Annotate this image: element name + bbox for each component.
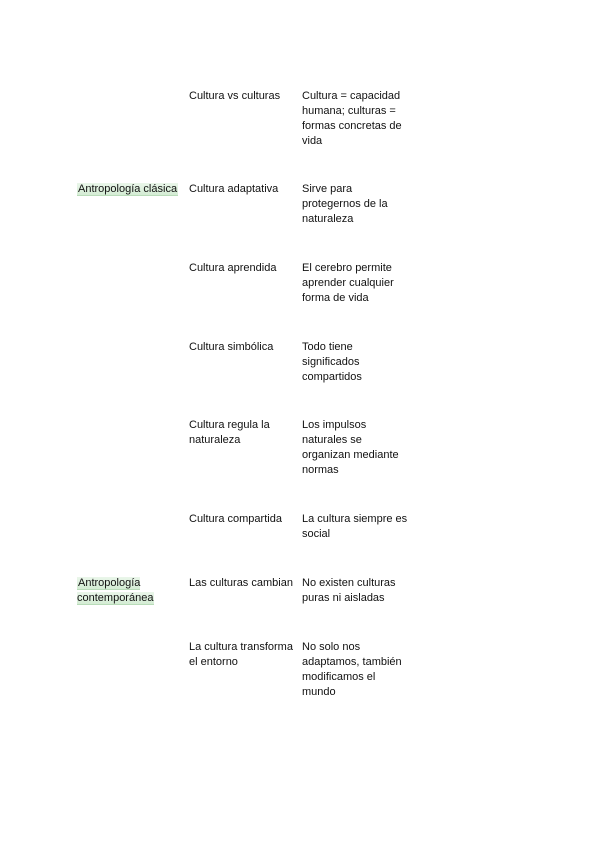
category-label-highlighted: Antropología contemporánea xyxy=(77,577,154,604)
concept-cell: Cultura simbólica xyxy=(189,341,274,353)
concept-cell: Cultura vs culturas xyxy=(189,90,281,102)
concept-cell: Cultura adaptativa xyxy=(189,183,279,195)
description-cell: La cultura siempre es social xyxy=(302,513,408,540)
category-cell xyxy=(77,576,185,606)
description-cell: Todo tiene significados compartidos xyxy=(302,341,362,383)
category-label-highlighted: Antropología clásica xyxy=(78,183,178,195)
concept-cell: Las culturas cambian xyxy=(189,577,293,589)
description-cell: No solo nos adaptamos, también modificamos el mundo xyxy=(302,641,402,698)
description-cell: No existen culturas puras ni aisladas xyxy=(302,577,396,604)
description-cell: Cultura = capacidad humana; culturas = formas concretas de vida xyxy=(302,90,402,147)
description-cell: Los impulsos naturales se organizan mediante normas xyxy=(302,419,399,476)
description-cell: Sirve para protegernos de la naturaleza xyxy=(302,183,388,225)
concept-cell: La cultura transforma el entorno xyxy=(189,641,293,668)
concept-cell: Cultura aprendida xyxy=(189,262,277,274)
concept-cell: Cultura compartida xyxy=(189,513,282,525)
concept-cell: Cultura regula la naturaleza xyxy=(189,419,270,446)
category-cell xyxy=(77,182,185,197)
description-cell: El cerebro permite aprender cualquier forma de vida xyxy=(302,262,394,304)
